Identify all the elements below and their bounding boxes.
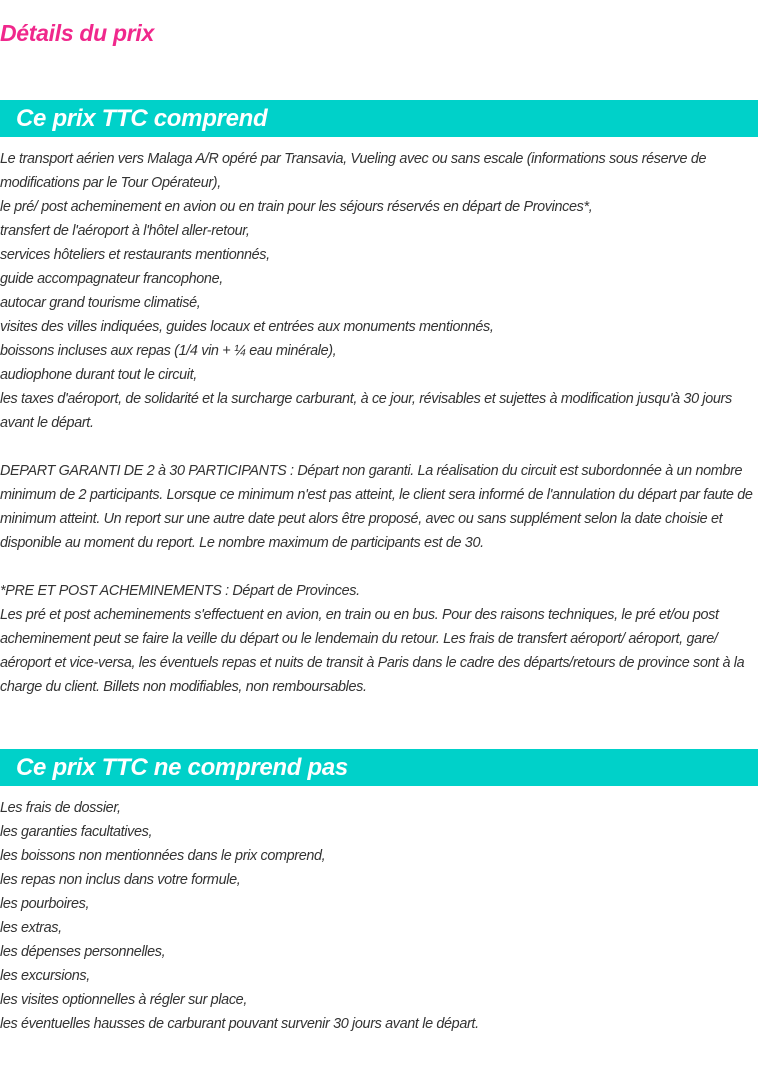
excludes-item: les dépenses personnelles, [0,944,166,960]
excludes-item: les pourboires, [0,896,90,912]
guaranteed-departure-text: DEPART GARANTI DE 2 à 30 PARTICIPANTS : Départ non garanti. La réalisation du circuit est subordonnée à un nombre minimum de 2 participants. Lorsque ce minimum n'est pas atteint, le client sera informé de l'annulation du départ par faute de minimum atteint. Un report sur une autre date peut alors être proposé, avec ou sans supplément selon la date choisie et disponible au moment du report. Le nombre maximum de participants est de 30. [0,463,753,551]
excludes-item: les éventuelles hausses de carburant pouvant survenir 30 jours avant le départ. [0,1016,479,1032]
includes-item-taxes: les taxes d'aéroport, de solidarité et la surcharge carburant, à ce jour, révisables et sujettes à modification jusqu'à 30 jours avant le départ. [0,391,732,431]
excludes-item: les extras, [0,920,62,936]
paragraph-spacer [0,555,758,579]
includes-item-transport: Le transport aérien vers Malaga A/R opéré par Transavia, Vueling avec ou sans escale (informations sous réserve de modifications par le Tour Opérateur), [0,151,707,191]
includes-section-header: Ce prix TTC comprend [0,100,758,137]
includes-item-coach: autocar grand tourisme climatisé, [0,295,201,311]
excludes-section-header: Ce prix TTC ne comprend pas [0,749,758,786]
excludes-item: les visites optionnelles à régler sur place, [0,992,247,1008]
includes-item-guide: guide accompagnateur francophone, [0,271,223,287]
transfers-title: *PRE ET POST ACHEMINEMENTS : Départ de Provinces. [0,583,360,599]
includes-item-hotel-restaurant-services: services hôteliers et restaurants mentionnés, [0,247,270,263]
includes-item-visits: visites des villes indiquées, guides locaux et entrées aux monuments mentionnés, [0,319,494,335]
includes-item-audiophone: audiophone durant tout le circuit, [0,367,197,383]
includes-item-airport-hotel-transfer: transfert de l'aéroport à l'hôtel aller-retour, [0,223,250,239]
includes-section-body [0,147,758,699]
includes-item-drinks: boissons incluses aux repas (1/4 vin + ¼ eau minérale), [0,343,337,359]
page-title: Détails du prix [0,20,154,46]
excludes-item: les garanties facultatives, [0,824,153,840]
paragraph-spacer [0,435,758,459]
includes-item-pre-post-transfer: le pré/ post acheminement en avion ou en train pour les séjours réservés en départ de Provinces*, [0,199,593,215]
excludes-item: Les frais de dossier, [0,800,121,816]
transfers-text: Les pré et post acheminements s'effectuent en avion, en train ou en bus. Pour des raisons techniques, le pré et/ou post acheminement peut se faire la veille du départ ou le lendemain du retour. Les frais de transfert aéroport/ aéroport, gare/ aéroport et vice-versa, les éventuels repas et nuits de transit à Paris dans le cadre des départs/retours de province sont à la charge du client. Billets non modifiables, non remboursables. [0,607,745,695]
excludes-item: les boissons non mentionnées dans le prix comprend, [0,848,326,864]
excludes-section-body [0,796,758,1036]
excludes-item: les repas non inclus dans votre formule, [0,872,241,888]
excludes-item: les excursions, [0,968,90,984]
